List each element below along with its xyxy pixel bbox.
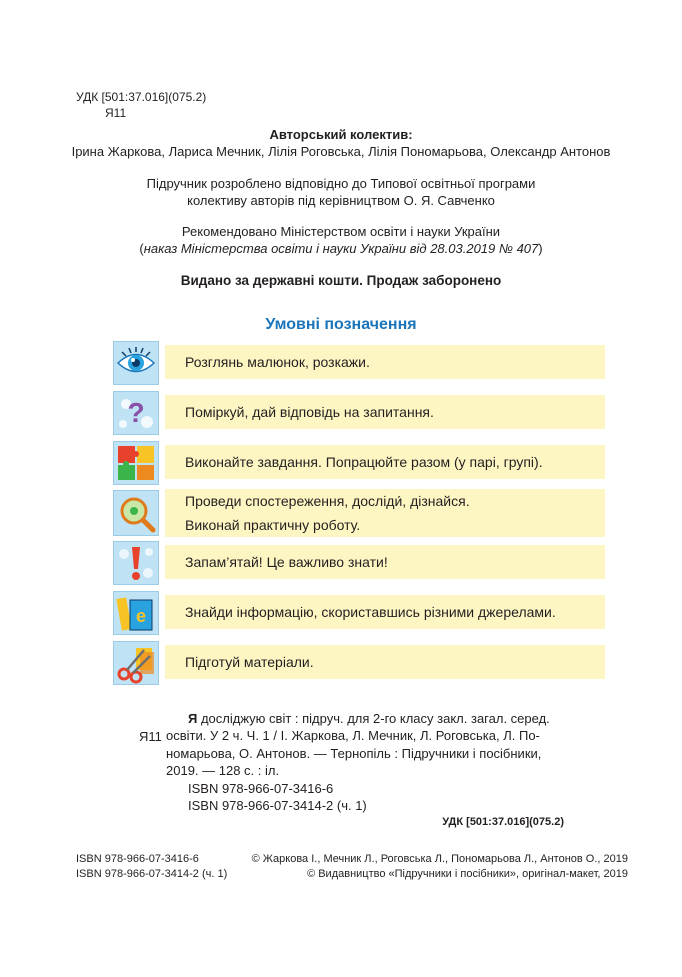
- legend-item-text: [165, 645, 605, 679]
- svg-text:e: e: [135, 606, 147, 626]
- biblio-line2: освіти. У 2 ч. Ч. 1 / І. Жаркова, Л. Мечник, Л. Роговська, Л. По-: [166, 728, 540, 743]
- state-funds-note: Видано за державні кошти. Продаж заборонено: [180, 273, 502, 288]
- legend-item-teamwork: [113, 441, 605, 485]
- legend-item-line: Підготуй матеріали.: [185, 654, 314, 670]
- legend-item-text: [165, 545, 605, 579]
- biblio-isbn1: ISBN 978-966-07-3416-6: [188, 781, 334, 796]
- legend-item-text: [165, 395, 605, 429]
- author-mark-top: Я11: [105, 106, 127, 120]
- scissors-icon: [113, 641, 159, 685]
- biblio-title-bold: Я: [188, 711, 198, 726]
- legend-item-line: Розглянь малюнок, розкажи.: [185, 354, 370, 370]
- legend-item-text: [165, 345, 605, 379]
- magnifier-icon: [113, 490, 159, 536]
- legend-item-research: [113, 591, 605, 635]
- legend-item-line: Поміркуй, дай відповідь на запитання.: [185, 404, 434, 420]
- legend-item-remember: [113, 541, 605, 585]
- paren-open: (: [139, 241, 144, 256]
- footer-isbn-1: ISBN 978-966-07-3416-6: [76, 853, 199, 865]
- svg-text:?: ?: [127, 397, 145, 428]
- legend-item-observe: [113, 341, 605, 385]
- legend-item-line: Запам’ятай! Це важливо знати!: [185, 554, 388, 570]
- biblio-mark: Я11: [139, 729, 162, 744]
- recommendation-line1: Рекомендовано Міністерством освіти і науки України: [181, 224, 501, 239]
- authors-list: Ірина Жаркова, Лариса Мечник, Лілія Роговська, Лілія Пономарьова, Олександр Антонов: [71, 144, 611, 159]
- biblio-udc: УДК [501:37.016](075.2): [442, 816, 564, 828]
- footer-copyright-2: © Видавництво «Підручники і посібники», оригінал-макет, 2019: [307, 868, 628, 880]
- legend-title: Умовні позначення: [265, 316, 417, 333]
- footer-isbn-2: ISBN 978-966-07-3414-2 (ч. 1): [76, 868, 228, 880]
- exclamation-icon: [113, 541, 159, 585]
- legend-item-text: [165, 595, 605, 629]
- question-icon: [113, 391, 159, 435]
- legend-item-line: Виконай практичну роботу.: [185, 517, 361, 533]
- decree-reference: наказ Міністерства освіти і науки України від 28.03.2019 № 407: [143, 241, 539, 256]
- biblio-line1-rest: досліджую світ : підруч. для 2-го класу закл. загал. серед.: [197, 711, 550, 726]
- program-note-line1: Підручник розроблено відповідно до Типової освітньої програми: [146, 176, 536, 191]
- biblio-isbn2: ISBN 978-966-07-3414-2 (ч. 1): [188, 798, 367, 813]
- legend-item-text: [165, 445, 605, 479]
- paren-close: ): [538, 241, 543, 256]
- footer-copyright-1: © Жаркова І., Мечник Л., Роговська Л., Пономарьова Л., Антонов О., 2019: [251, 853, 628, 865]
- legend-item-think: [113, 391, 605, 435]
- legend-item-line: Знайди інформацію, скориставшись різними джерелами.: [185, 604, 556, 620]
- legend-item-line: Проведи спостереження, досліди́, дізнайся.: [185, 493, 470, 509]
- legend-item-explore: [113, 489, 605, 537]
- legend-item-text: [165, 489, 605, 537]
- biblio-line4: 2019. — 128 с. : іл.: [166, 763, 280, 778]
- authors-heading: Авторський колектив:: [269, 127, 413, 142]
- biblio-line1: [188, 710, 550, 728]
- udc-code-top: УДК [501:37.016](075.2): [76, 90, 207, 104]
- biblio-line3: номарьова, О. Антонов. — Тернопіль : Підручники і посібники,: [166, 746, 542, 761]
- recommendation-line2: [0, 240, 682, 257]
- puzzle-icon: [113, 441, 159, 485]
- legend-item-line: Виконайте завдання. Попрацюйте разом (у парі, групі).: [185, 454, 543, 470]
- legend-item-prepare: [113, 641, 605, 685]
- eye-icon: [113, 341, 159, 385]
- book-icon: [113, 591, 159, 635]
- program-note-line2: колективу авторів під керівництвом О. Я. Савченко: [187, 193, 495, 208]
